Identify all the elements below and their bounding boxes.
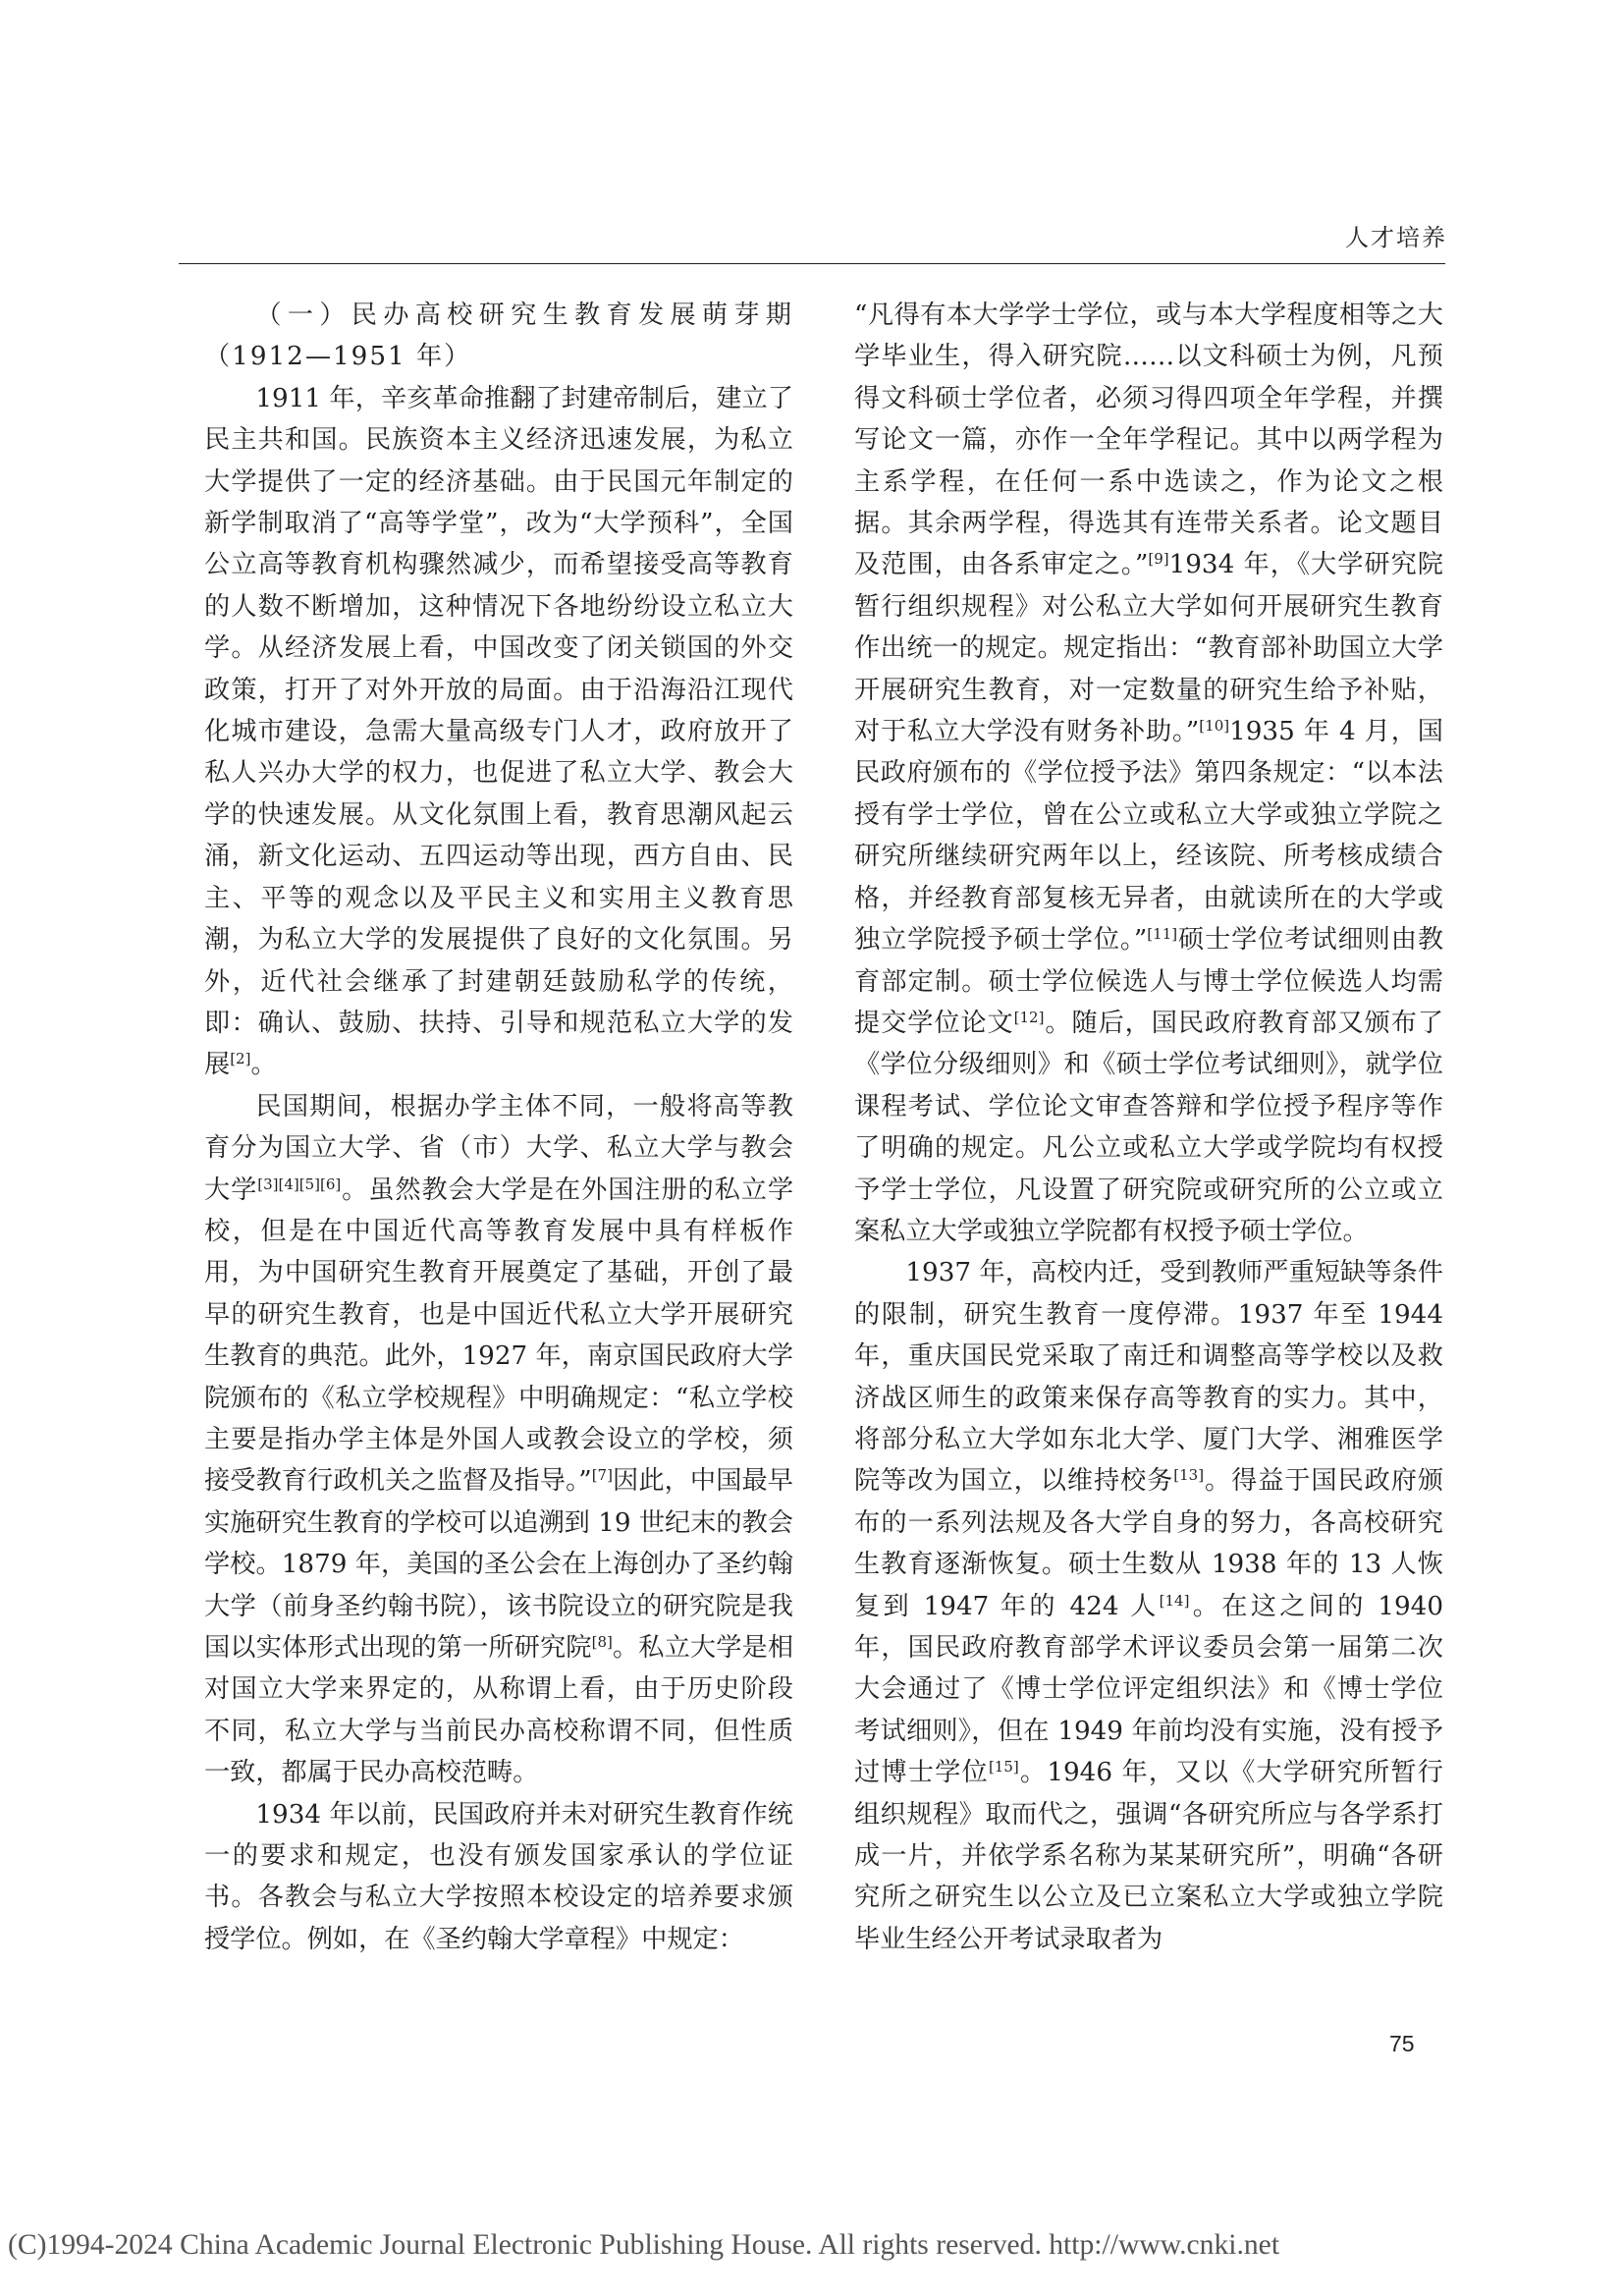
paragraph [854,295,1443,1252]
paragraph-text: 。私立大学是相对国立大学来界定的，从称谓上看，由于历史阶段不同，私立大学与当前民办高校称谓不同，但性质一致，都属于民办高校范畴。 [204,1633,794,1788]
copyright-notice: (C)1994-2024 China Academic Journal Electronic Publishing House. All rights reserved. http://www.cnki.net [8,2229,1280,2261]
paragraph-text: 。随后，国民政府教育部又颁布了《学位分级细则》和《硕士学位考试细则》，就学位课程考试、学位论文审查答辩和学位授予程序等作了明确的规定。凡公立或私立大学或学院均有权授予学士学位，凡设置了研究院或研究所的公立或立案私立大学或独立学院都有权授予硕士学位。 [854,1008,1444,1246]
paragraph-text: 民国期间，根据办学主体不同，一般将高等教育分为国立大学、省（市）大学、私立大学与教会大学 [204,1091,793,1205]
paragraph-text: 硕士学位考试细则由教育部定制。硕士学位候选人与博士学位候选人均需提交学位论文 [854,925,1444,1038]
paragraph-text: 1911 年，辛亥革命推翻了封建帝制后，建立了民主共和国。民族资本主义经济迅速发展，为私立大学提供了一定的经济基础。由于民国元年制定的新学制取消了“高等学堂”，改为“大学预科”，全国公立高等教育机构骤然减少，而希望接受高等教育的人数不断增加，这种情况下各地纷纷设立私立大学。从经济发展上看，中国改变了闭关锁国的外交政策，打开了对外开放的局面。由于沿海沿江现代化城市建设，急需大量高级专门人才，政府放开了私人兴办大学的权力，也促进了私立大学、教会大学的快速发展。从文化氛围上看，教育思潮风起云涌，新文化运动、五四运动等出现，西方自由、民主、平等的观念以及平民主义和实用主义教育思潮，为私立大学的发展提供了良好的文化氛围。另外，近代社会继承了封建朝廷鼓励私学的传统，即：确认、鼓励、扶持、引导和规范私立大学的发展 [204,383,793,1080]
paragraph-text: 。1946 年，又以《大学研究所暂行组织规程》取而代之，强调“各研究所应与各学系打成一片，并依学系名称为某某研究所”，明确“各研究所之研究生以公立及已立案私立大学或独立学院毕业生经公开考试录取者为 [854,1758,1443,1954]
citation: [2] [230,1050,251,1068]
paragraph-text: 1937 年，高校内迁，受到教师严重短缺等条件的限制，研究生教育一度停滞。1937 年至 1944 年，重庆国民党采取了南迁和调整高等学校以及救济战区师生的政策来保存高等教育的实力。其中，将部分私立大学如东北大学、厦门大学、湘雅医学院等改为国立，以维持校务 [854,1258,1443,1497]
header-rule [179,263,1445,264]
paragraph-text: “凡得有本大学学士学位，或与本大学程度相等之大学毕业生，得入研究院……以文科硕士为例，凡预得文科硕士学位者，必须习得四项全年学程，并撰写论文一篇，亦作一全年学程记。其中以两学程为主系学程，在任何一系中选读之，作为论文之根据。其余两学程，得选其有连带关系者。论文题目及范围，由各系审定之。” [854,301,1443,580]
citation: [13] [1173,1466,1205,1485]
running-header-section: 人才培养 [1345,224,1447,251]
citation: [11] [1147,925,1178,944]
citation: [3][4][5][6] [257,1175,342,1193]
citation: [10] [1199,717,1230,736]
page-number: 75 [1389,2031,1415,2056]
paragraph-text: 。得益于国民政府颁布的一系列法规及各大学自身的努力，各高校研究生教育逐渐恢复。硕士生数从 1938 年的 13 人恢复到 1947 年的 424 人 [854,1466,1444,1621]
citation: [7] [591,1466,613,1485]
paragraph-text: 因此，中国最早实施研究生教育的学校可以追溯到 19 世纪末的教会学校。1879 年，美国的圣公会在上海创办了圣约翰大学（前身圣约翰书院），该书院设立的研究院是我国以实体形式出现的第一所研究院 [204,1466,793,1663]
paragraph-text: 。虽然教会大学是在外国注册的私立学校，但是在中国近代高等教育发展中具有样板作用，为中国研究生教育开展奠定了基础，开创了最早的研究生教育，也是中国近代私立大学开展研究生教育的典范。此外，1927 年，南京国民政府大学院颁布的《私立学校规程》中明确规定：“私立学校主要是指办学主体是外国人或教会设立的学校，须接受教育行政机关之监督及指导。” [204,1175,794,1497]
citation: [9] [1148,550,1169,569]
citation: [14] [1159,1591,1190,1610]
citation: [12] [1013,1008,1045,1026]
paragraph [204,378,793,1086]
section-heading: （一）民办高校研究生教育发展萌芽期（1912—1951 年） [204,301,793,372]
paragraph-text: 1934 年，《大学研究院暂行组织规程》对公私立大学如何开展研究生教育作出统一的规定。规定指出：“教育部补助国立大学开展研究生教育，对一定数量的研究生给予补贴，对于私立大学没有财务补助。” [854,550,1443,747]
right-column [854,295,1443,1960]
paragraph: 1934 年以前，民国政府并未对研究生教育作统一的要求和规定，也没有颁发国家承认的学位证书。各教会与私立大学按照本校设定的培养要求颁授学位。例如，在《圣约翰大学章程》中规定： [204,1799,793,1954]
citation: [15] [988,1758,1019,1777]
paragraph-text: 。 [250,1050,277,1080]
paragraph-text: 。在这之间的 1940 年，国民政府教育部学术评议委员会第一届第二次大会通过了《博士学位评定组织法》和《博士学位考试细则》，但在 1949 年前均没有实施，没有授予过博士学位 [854,1591,1443,1788]
citation: [8] [591,1633,613,1651]
paragraph [854,1252,1443,1960]
paragraph-text: 1935 年 4 月，国民政府颁布的《学位授予法》第四条规定：“以本法授有学士学位，曾在公立或私立大学或独立学院之研究所继续研究两年以上，经该院、所考核成绩合格，并经教育部复核无异者，由就读所在的大学或独立学院授予硕士学位。” [854,717,1443,956]
paragraph [204,1086,793,1794]
left-column [204,295,793,1960]
